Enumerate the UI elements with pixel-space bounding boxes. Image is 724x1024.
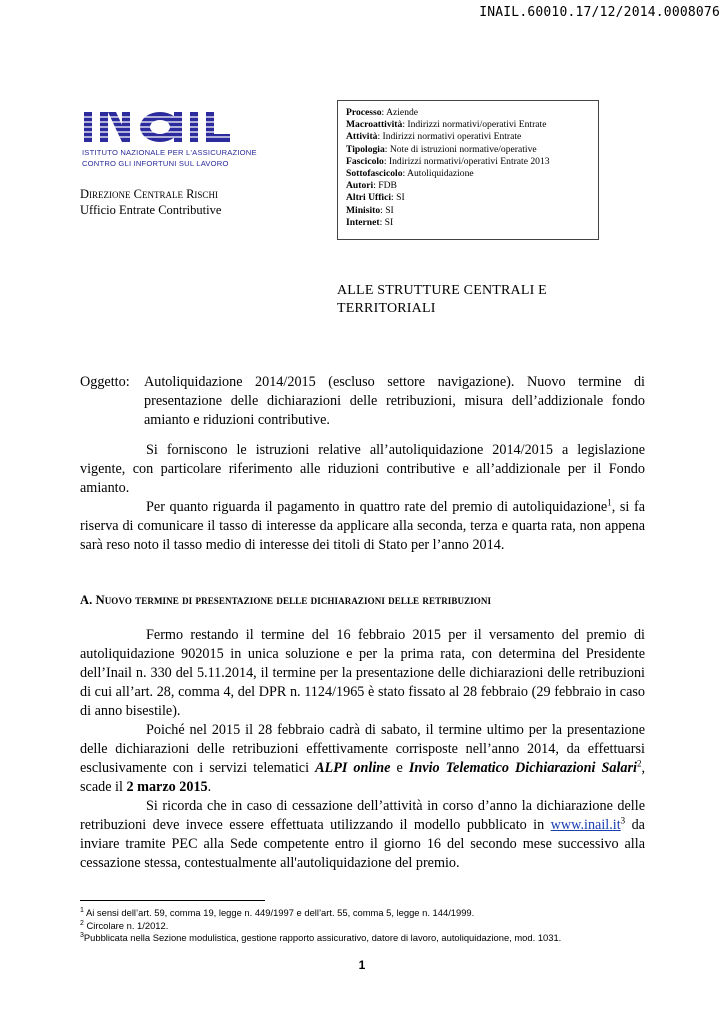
subject-label: Oggetto: [80, 374, 130, 390]
classification-row: Altri Uffici: SI [346, 192, 405, 204]
inail-logo [82, 108, 262, 168]
recipients-line2: TERRITORIALI [337, 301, 436, 316]
footnotes [80, 907, 680, 945]
footnote-divider [80, 900, 265, 901]
footnote-ref: 2 [636, 758, 642, 769]
classification-row: Tipologia: Note di istruzioni normative/operative [346, 143, 537, 155]
footnote-item: $^2$ Circolare n. 1/2012. [80, 919, 169, 931]
classification-row: Processo: Aziende [346, 107, 419, 118]
section-a-paragraph-1: Fermo restando il termine del 16 febbraio 2015 per il versamento del premio di autoliquidazione 902015 in unica soluzione e per la prima rata, con determina del Presidente dell’Inail n. 330 del 5.11.2014, il termine per la presentazione delle dichiarazioni delle retribuzioni di cui all’art. 28, comma 4, del DPR n. 1124/1965 è stato fissato al 28 febbraio (29 febbraio in caso di anno bisestile). [80, 627, 645, 719]
classification-row: Sottofascicolo: Autoliquidazione [346, 168, 474, 180]
classification-row: Autori: FDB [346, 180, 397, 192]
office-name: Ufficio Entrate Contributive [80, 203, 222, 217]
classification-row: Fascicolo: Indirizzi normativi/operativi Entrate 2013 [346, 155, 550, 167]
section-a-paragraph-2: Poiché nel 2015 il 28 febbraio cadrà di sabato, il termine ultimo per la presentazione delle dichiarazioni delle retribuzioni effettivamente corrisposte nell’anno 2014, da effettuarsi esclusivamente con i servizi telematici ALPI online e Invio Telematico Dichiarazioni Salari$^2$, scade il 2 marzo 2015. [80, 722, 645, 795]
recipients [337, 282, 547, 318]
intro-paragraph-2: Per quanto riguarda il pagamento in quattro rate del premio di autoliquidazione$^1$, si fa riserva di comunicare il tasso di interesse da applicare alla seconda, terza e quarta rata, non appena sarà reso noto il tasso medio di interesse dei titoli di Stato per l’anno 2014. [80, 497, 645, 553]
subject-block [80, 373, 645, 430]
classification-row: Macroattività: Indirizzi normativi/operativi Entrate [346, 119, 547, 131]
footnote-item: $^3$Pubblicata nella Sezione modulistica, gestione rapporto assicurativo, datore di lavoro, autoliquidazione, mod. 1031. [80, 931, 562, 943]
footnote-item: $^1$ Ai sensi dell’art. 59, comma 19, legge n. 449/1997 e dell’art. 55, comma 5, legge n. 144/1999. [80, 906, 475, 918]
intro-paragraph-1: Si forniscono le istruzioni relative all’autoliquidazione 2014/2015 a legislazione vigente, con particolare riferimento alle riduzioni contributive e all’addizionale per il Fondo amianto. [80, 442, 645, 496]
logo-subtitle-line1: ISTITUTO NAZIONALE PER L'ASSICURAZIONE [82, 148, 257, 157]
department-block [80, 186, 221, 218]
section-a-paragraph-3: Si ricorda che in caso di cessazione dell’attività in corso d’anno la dichiarazione delle retribuzioni deve invece essere effettuata utilizzando il modello pubblicato in $www.inail.it^3$ da inviare tramite PEC alla Sede competente entro il giorno 16 del secondo mese successivo alla cessazione stessa, contestualmente all'autoliquidazione del premio. [80, 798, 645, 871]
section-a-body [80, 626, 645, 873]
protocol-number: INAIL.60010.17/12/2014.0008076 [479, 5, 720, 20]
department-name: Direzione Centrale Rischi [80, 187, 218, 201]
intro-section [80, 441, 645, 555]
classification-row: Attività: Indirizzi normativi operativi Entrate [346, 131, 522, 143]
classification-box [337, 100, 599, 240]
section-a-heading: A. Nuovo termine di presentazione delle dichiarazioni delle retribuzioni [80, 593, 492, 607]
classification-row: Minisito: SI [346, 204, 394, 216]
classification-row: Internet: SI [346, 216, 394, 228]
logo-subtitle-line2: CONTRO GLI INFORTUNI SUL LAVORO [82, 159, 229, 168]
inail-logo-mark [82, 108, 242, 146]
footnote-ref: 1 [607, 497, 612, 508]
recipients-line1: ALLE STRUTTURE CENTRALI E [337, 283, 547, 298]
subject-text: Autoliquidazione 2014/2015 (escluso settore navigazione). Nuovo termine di presentazione delle dichiarazioni delle retribuzioni, misura dell’addizionale fondo amianto e riduzioni contributive. [144, 374, 645, 428]
inail-website-link[interactable]: www.inail.it [550, 817, 621, 833]
footnote-ref: 3 [620, 815, 626, 826]
page-number: 1 [358, 958, 366, 972]
